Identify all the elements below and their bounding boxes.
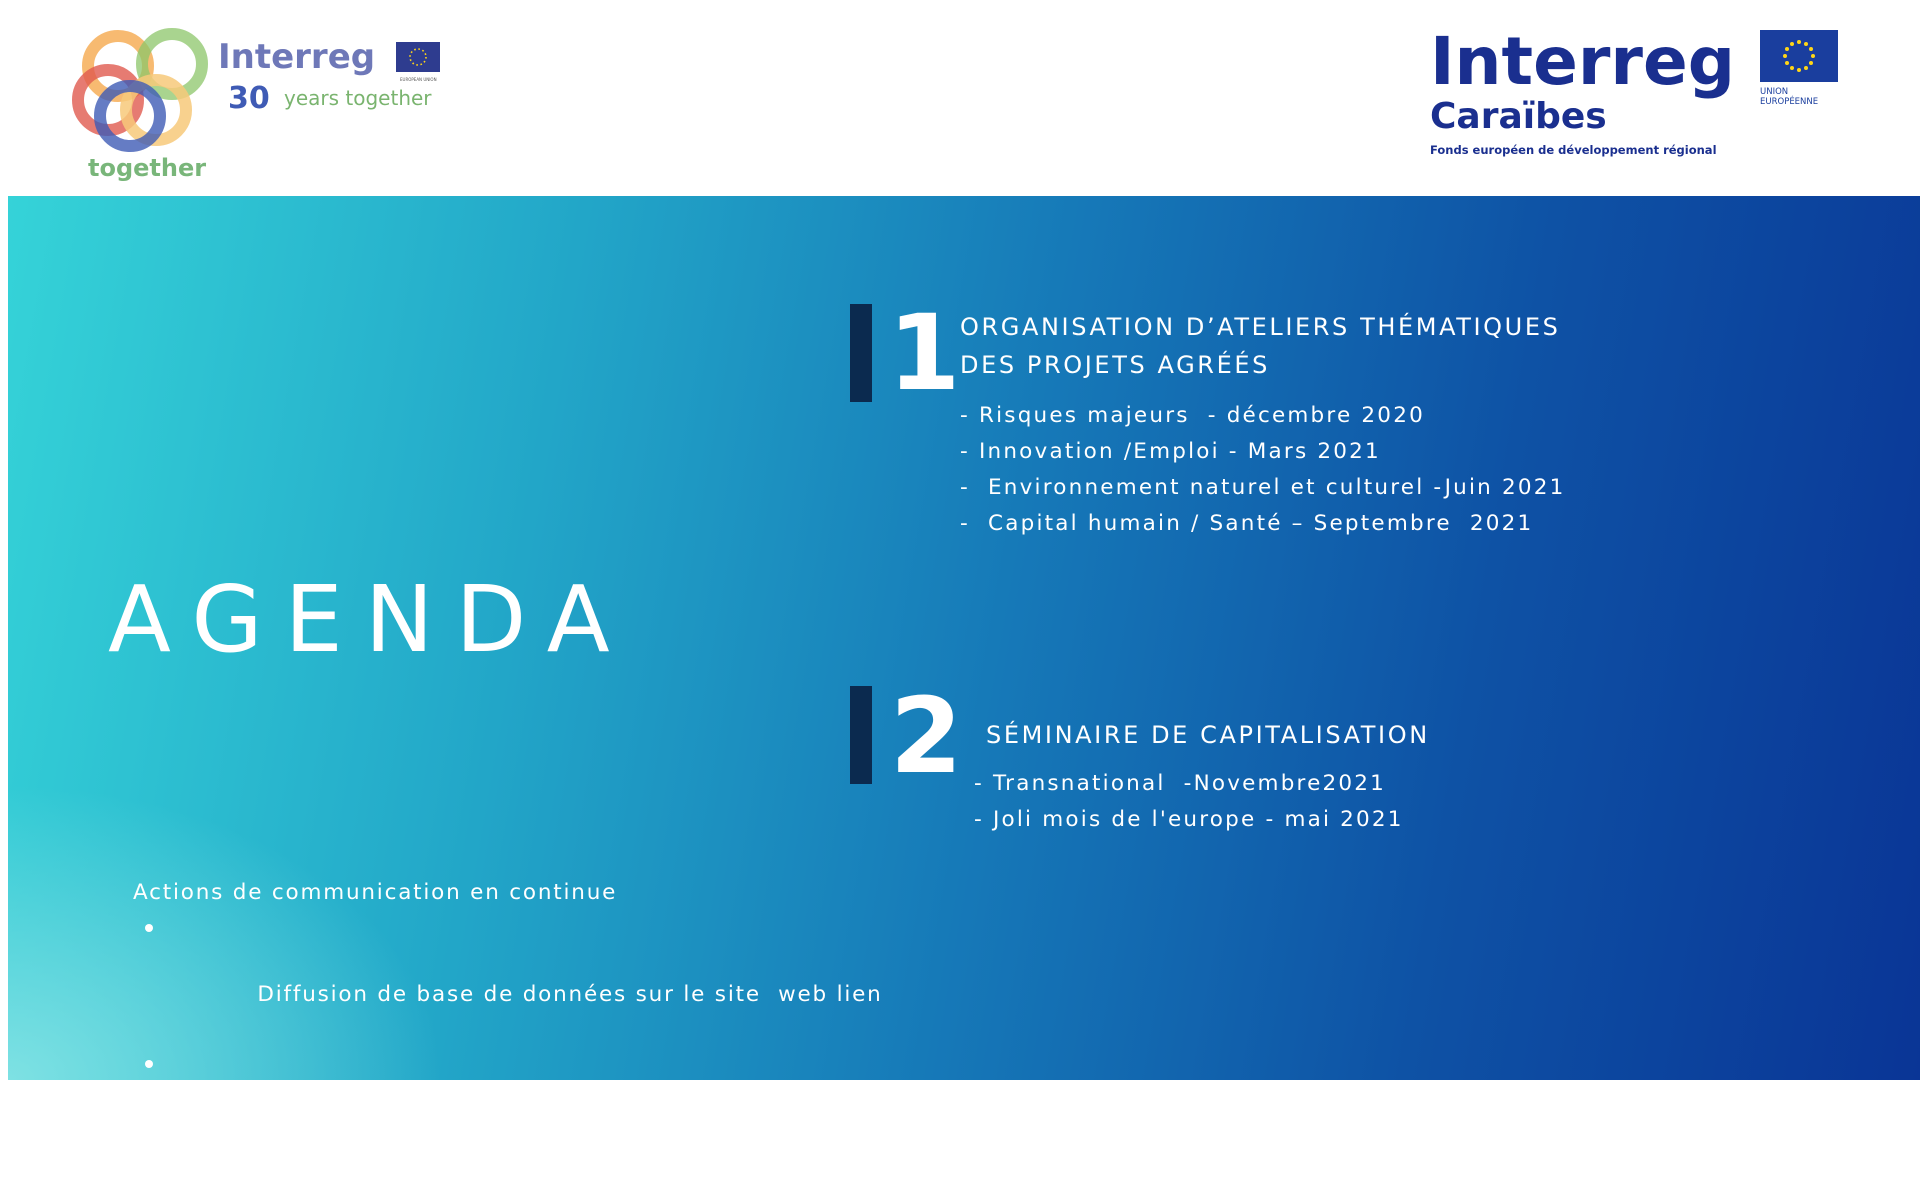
section-1-number: 1 xyxy=(888,292,961,414)
bullet-item xyxy=(171,1046,1033,1182)
caraibes-fund: Fonds européen de développement régional xyxy=(1430,143,1717,157)
bullet-icon xyxy=(145,1060,153,1068)
list-item: - Environnement naturel et culturel -Juin 2021 xyxy=(960,475,1566,500)
bullet-item xyxy=(171,910,1033,1046)
section-2-items xyxy=(974,766,1404,838)
interreg-caraibes-emblem xyxy=(1430,20,1850,170)
caraibes-wordmark: Interreg xyxy=(1430,23,1735,100)
section-1-heading xyxy=(960,308,1560,384)
interreg-wordmark: Interreg xyxy=(218,37,376,77)
years-together-text: years together xyxy=(284,86,432,110)
communication-block xyxy=(133,876,1033,1182)
list-item: - Innovation /Emploi - Mars 2021 xyxy=(960,439,1381,464)
list-item: - Capital humain / Santé – Septembre 2021 xyxy=(960,511,1534,536)
list-item: - Joli mois de l'europe - mai 2021 xyxy=(974,807,1404,832)
section-1-heading-line: ORGANISATION D’ATELIERS THÉMATIQUES xyxy=(960,313,1561,341)
list-item: - Risques majeurs - décembre 2020 xyxy=(960,403,1425,428)
bullet-icon xyxy=(145,924,153,932)
section-2-number: 2 xyxy=(890,675,963,797)
eu-caption-line2: EUROPÉENNE xyxy=(1760,97,1819,107)
section-2-heading-line: SÉMINAIRE DE CAPITALISATION xyxy=(986,721,1430,749)
communication-title: Actions de communication en continue xyxy=(133,880,618,905)
together-label: together xyxy=(88,154,207,182)
communication-list xyxy=(133,910,1033,1182)
eu-flag-icon xyxy=(396,42,440,72)
bullet-text: Brochure dédiée , vidéos sur les réalisations des projets xyxy=(257,1118,979,1143)
eu-caption-line1: UNION xyxy=(1760,87,1789,97)
section-1-heading-line: DES PROJETS AGRÉÉS xyxy=(960,351,1270,379)
interreg-caraibes-logo xyxy=(1430,20,1850,170)
interreg-30-years-logo xyxy=(60,8,460,190)
caraibes-region: Caraïbes xyxy=(1430,96,1607,137)
eu-flag-icon xyxy=(1760,30,1838,82)
thirty-number: 30 xyxy=(228,81,270,116)
agenda-panel xyxy=(8,196,1920,1143)
section-1-accent-bar xyxy=(850,304,872,402)
section-2-accent-bar xyxy=(850,686,872,784)
eu-flag-caption: EUROPEAN UNION xyxy=(400,77,437,82)
section-2-heading xyxy=(986,716,1430,754)
rings-emblem-icon xyxy=(60,8,460,190)
section-1-items xyxy=(960,398,1566,542)
bullet-text: Diffusion de base de données sur le site web lien xyxy=(257,982,883,1007)
list-item: - Transnational -Novembre2021 xyxy=(974,771,1387,796)
agenda-title: AGENDA xyxy=(108,566,632,673)
